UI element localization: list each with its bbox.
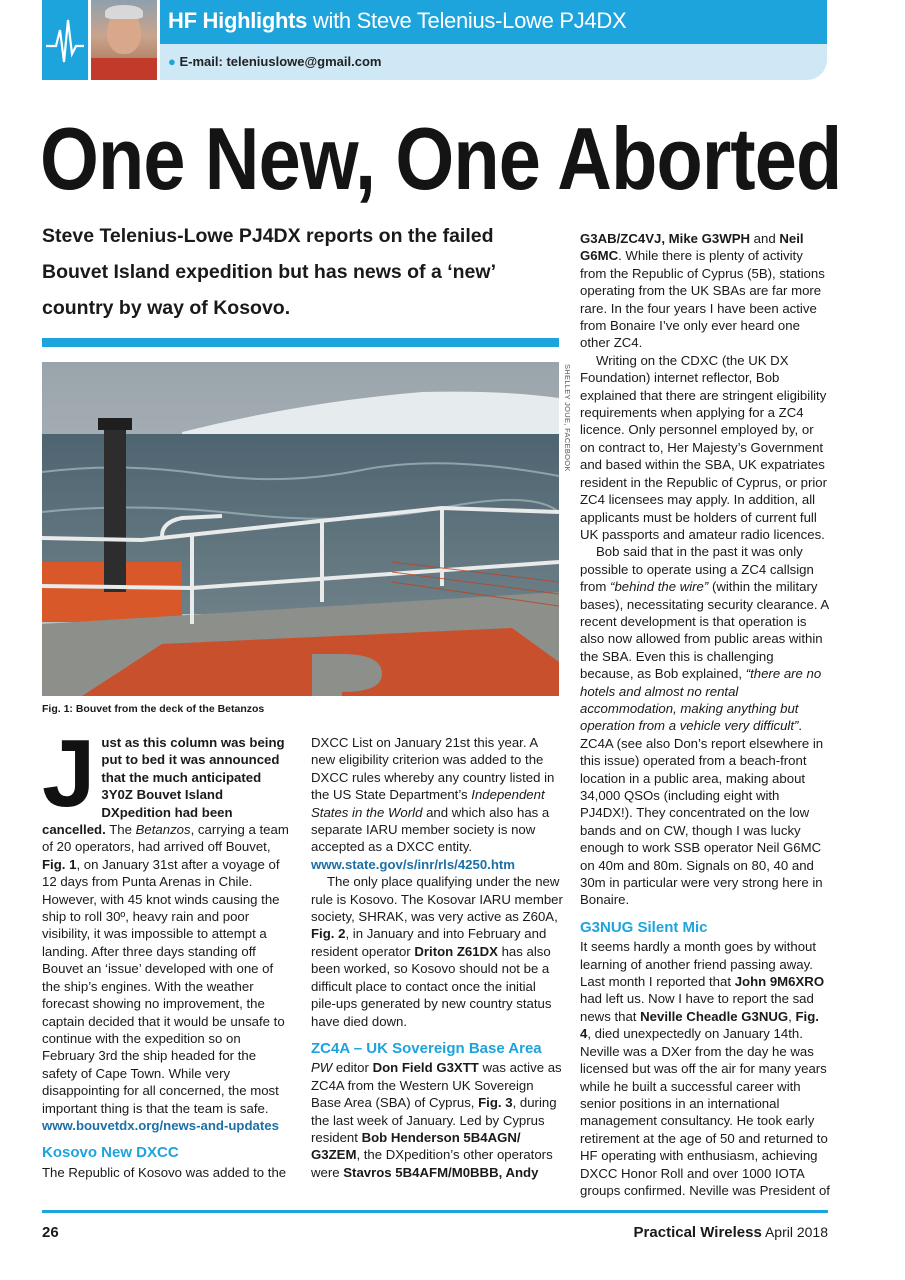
drop-cap: J (42, 720, 96, 827)
headline: One New, One Aborted (40, 109, 842, 208)
column-title: HF Highlights with Steve Telenius-Lowe PJ4DX (168, 8, 627, 33)
article-column-3: G3AB/ZC4VJ, Mike G3WPH and Neil G6MC. While there is plenty of activity from the Republic of Cyprus (5B), stations operating from the UK SBAs are far more rare. In the four years I have been active from Bonaire I’ve only ever heard one other ZC4. Writing on the CDXC (the UK DX Foundation) internet reflector, Bob explained that there are stringent eligibility requirements when applying for a ZC4 licence. Only personnel employed by, or on contract to, Her Majesty’s Government and based within the SBA, UK expatriates resident in the Republic of Cyprus, or prior ZC4 licensees may apply. In addition, all applicants must be holders of current full UK passports and amateur radio licences. Bob said that in the past it was only possible to operate using a ZC4 callsign from “behind the wire” (within the military bases), necessitating security clearance. A recent development is that operation is also now allowed from public areas within the SBA. Even this is challenging because, as Bob explained, “there are no hotels and almost no rental accommodation, making anything but operation from a vehicle very difficult”. ZC4A (see also Don’s report elsewhere in this issue) operated from a beach-front location in a public area, making about 34,000 QSOs (including eight with PJ4DX!). They concentrated on the low bands and on CW, though I was lucky enough to work SSB operator Neil G6MC on 40m and 80m. Signals on 80, 40 and 30m in particular were very strong here in Bonaire. G3NUG Silent Mic It seems hardly a month goes by without learning of another friend passing away. Last month I reported that John 9M6XRO had left us. Now I have to report the sad news that Neville Cheadle G3NUG, Fig. 4, died unexpectedly on January 14th. Neville was a DXer from the day he was licensed but was off the air for many years while he built a successful career with senior positions in an international management consultancy. He took early retirement at the age of 50 and returned to HF operating with enthusiasm, achieving DXCC Honor Roll and over 1000 IOTA groups confirmed. Neville was President of (580, 231, 830, 1198)
subhead-kosovo: Kosovo New DXCC (42, 1144, 179, 1162)
page-number: 26 (42, 1224, 59, 1241)
magazine-issue: Practical Wireless April 2018 (633, 1224, 828, 1241)
header-waveform-tab (42, 0, 88, 80)
subhead-g3nug: G3NUG Silent Mic (580, 918, 708, 936)
figure-caption: Fig. 1: Bouvet from the deck of the Betanzos (42, 703, 265, 715)
standfirst: Steve Telenius-Lowe PJ4DX reports on the failed Bouvet Island expedition but has news of a ‘new’ country by way of Kosovo. (42, 225, 495, 319)
subhead-zc4a: ZC4A – UK Sovereign Base Area (311, 1039, 542, 1057)
article-column-1: Just as this column was being put to bed it was announced that the much anticipated 3Y0Z Bouvet Island DXpedition had been cancelled. The Betanzos, carrying a team of 20 operators, had arrived off Bouvet, Fig. 1, on January 31st after a voyage of 12 days from Punta Arenas in Chile. However, with 45 knot winds causing the ship to roll 30º, heavy rain and poor visibility, it was impossible to attempt a landing. After three days standing off Bouvet an ‘issue’ developed with one of the ship’s engines. With the weather forecast showing no improvement, the captain decided that it would be unsafe to continue with the expedition so on February 3rd the ship headed for the safety of Cape Town. While very disappointing for all concerned, the most important thing is that the team is safe. www.bouvetdx.org/news-and-updates Kosovo New DXCC The Republic of Kosovo was added to the (42, 734, 292, 1181)
bouvet-photo (42, 362, 559, 696)
waveform-icon (42, 0, 88, 80)
standfirst-rule (42, 338, 559, 347)
state-gov-link[interactable]: www.state.gov/s/inr/rls/4250.htm (311, 856, 515, 872)
bouvetdx-link[interactable]: www.bouvetdx.org/news-and-updates (42, 1117, 279, 1133)
article-column-2: DXCC List on January 21st this year. A new eligibility criterion was added to the DXCC rules whereby any country listed in the US State Department’s Independent States in the World and which also has a separate IARU member society is now accepted as a DXCC entity. www.state.gov/s/inr/rls/4250.htm The only place qualifying under the new rule is Kosovo. The Kosovar IARU member society, SHRAK, was very active as Z60A, Fig. 2, in January and into February and resident operator Driton Z61DX has also been worked, so Kosovo should not be a difficult place to contact once the initial pile-ups generated by new country status have died down. ZC4A – UK Sovereign Base Area PW editor Don Field G3XTT was active as ZC4A from the Western UK Sovereign Base Area (SBA) of Cyprus, Fig. 3, during the last week of January. Led by Cyprus resident Bob Henderson 5B4AGN/ G3ZEM, the DXpedition’s other operators were Stavros 5B4AFM/M0BBB, Andy (311, 735, 563, 1180)
author-photo (91, 0, 157, 80)
footer-rule (42, 1210, 828, 1213)
author-email[interactable]: ● E-mail: teleniuslowe@gmail.com (168, 54, 382, 69)
photo-credit: SHELLEY JOUE, FACEBOOK (563, 364, 572, 472)
